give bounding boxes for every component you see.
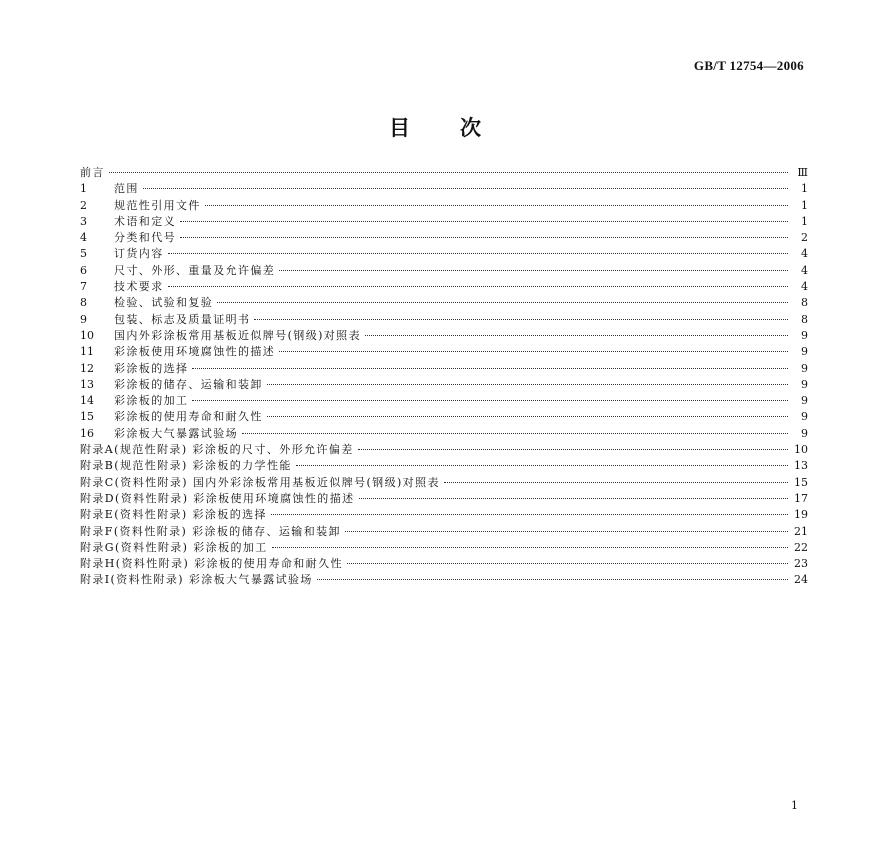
toc-entry-label: 彩涂板使用环境腐蚀性的描述 — [114, 345, 276, 359]
toc-entry[interactable] — [80, 572, 808, 588]
toc-entry-number: 1 — [80, 182, 87, 196]
toc-entry-label: 规范性引用文件 — [114, 198, 201, 212]
toc-dot-leader — [365, 335, 788, 336]
toc-entry-page: 9 — [801, 345, 808, 359]
toc-entry-label: 分类和代号 — [114, 231, 176, 245]
toc-dot-leader — [109, 172, 788, 173]
toc-dot-leader — [180, 237, 788, 238]
toc-dot-leader — [205, 205, 788, 206]
toc-entry[interactable] — [80, 344, 808, 360]
toc-entry-page: 8 — [801, 296, 808, 310]
toc-entry-page: 9 — [801, 361, 808, 375]
toc-entry-page: 9 — [801, 410, 808, 424]
toc-entry-number: 9 — [80, 312, 87, 326]
toc-dot-leader — [192, 400, 788, 401]
toc-entry[interactable] — [80, 230, 808, 246]
toc-entry-number: 15 — [80, 410, 94, 424]
toc-entry-label: 附录B(规范性附录) 彩涂板的力学性能 — [80, 459, 292, 473]
toc-entry[interactable] — [80, 295, 808, 311]
toc-entry-page: 1 — [801, 182, 808, 196]
toc-entry-label: 术语和定义 — [114, 214, 176, 228]
toc-dot-leader — [143, 188, 788, 189]
toc-entry[interactable] — [80, 556, 808, 572]
toc-entry-number: 4 — [80, 231, 87, 245]
toc-entry-page: 4 — [801, 247, 808, 261]
toc-entry[interactable] — [80, 458, 808, 474]
toc-entry-label: 彩涂板大气暴露试验场 — [114, 426, 238, 440]
toc-dot-leader — [444, 482, 788, 483]
toc-dot-leader — [168, 253, 788, 254]
toc-dot-leader — [296, 465, 788, 466]
toc-title: 目次 — [389, 115, 531, 140]
toc-entry[interactable] — [80, 426, 808, 442]
toc-entry-number: 3 — [80, 214, 87, 228]
toc-entry[interactable] — [80, 409, 808, 425]
toc-entry-page: 17 — [794, 491, 808, 505]
toc-entry-number: 13 — [80, 377, 94, 391]
toc-entry-label: 附录I(资料性附录) 彩涂板大气暴露试验场 — [80, 573, 313, 587]
toc-entry-label: 包装、标志及质量证明书 — [114, 312, 251, 326]
toc-dot-leader — [192, 368, 788, 369]
toc-entry[interactable] — [80, 491, 808, 507]
toc-entry-number: 12 — [80, 361, 94, 375]
toc-entry-label: 附录D(资料性附录) 彩涂板使用环境腐蚀性的描述 — [80, 491, 355, 505]
toc-dot-leader — [317, 579, 788, 580]
toc-dot-leader — [254, 319, 788, 320]
toc-entry-page: 19 — [794, 508, 808, 522]
toc-entry-number: 6 — [80, 263, 87, 277]
toc-dot-leader — [345, 531, 788, 532]
toc-entry-page: 9 — [801, 377, 808, 391]
standard-code: GB/T 12754—2006 — [693, 58, 804, 73]
toc-entry[interactable] — [80, 377, 808, 393]
toc-entry-page: Ⅲ — [797, 166, 808, 179]
toc-entry-label: 彩涂板的选择 — [114, 361, 189, 375]
toc-entry-number: 11 — [80, 345, 94, 359]
toc-entry-page: 1 — [801, 214, 808, 228]
toc-entry-label: 彩涂板的使用寿命和耐久性 — [114, 410, 263, 424]
toc-entry-page: 4 — [801, 280, 808, 294]
toc-dot-leader — [267, 416, 788, 417]
toc-entry-label: 附录H(资料性附录) 彩涂板的使用寿命和耐久性 — [80, 557, 343, 571]
toc-entry-label: 国内外彩涂板常用基板近似牌号(钢级)对照表 — [114, 328, 361, 342]
toc-dot-leader — [168, 286, 788, 287]
toc-entry-label: 附录C(资料性附录) 国内外彩涂板常用基板近似牌号(钢级)对照表 — [80, 475, 440, 489]
toc-entry-number: 7 — [80, 280, 87, 294]
toc-entry-page: 1 — [801, 198, 808, 212]
toc-dot-leader — [217, 302, 788, 303]
toc-entry[interactable] — [80, 198, 808, 214]
toc-entry[interactable] — [80, 263, 808, 279]
toc-entry-label: 彩涂板的加工 — [114, 394, 189, 408]
toc-entry[interactable] — [80, 540, 808, 556]
toc-entry-number: 5 — [80, 247, 87, 261]
toc-dot-leader — [272, 547, 788, 548]
toc-entry[interactable] — [80, 246, 808, 262]
toc-entry-label: 检验、试验和复验 — [114, 296, 214, 310]
table-of-contents — [80, 165, 808, 589]
toc-entry[interactable] — [80, 361, 808, 377]
toc-entry-label: 技术要求 — [114, 280, 164, 294]
toc-dot-leader — [359, 498, 789, 499]
toc-entry-label: 彩涂板的储存、运输和装卸 — [114, 377, 263, 391]
toc-entry-number: 14 — [80, 394, 94, 408]
toc-dot-leader — [180, 221, 788, 222]
toc-dot-leader — [279, 351, 788, 352]
page-number: 1 — [791, 799, 798, 812]
toc-entry-label: 附录A(规范性附录) 彩涂板的尺寸、外形允许偏差 — [80, 443, 354, 457]
toc-entry-label: 订货内容 — [114, 247, 164, 261]
toc-dot-leader — [242, 433, 788, 434]
toc-entry-label: 附录G(资料性附录) 彩涂板的加工 — [80, 540, 268, 554]
toc-entry-label: 范围 — [114, 182, 139, 196]
toc-entry[interactable] — [80, 328, 808, 344]
toc-entry-label: 附录F(资料性附录) 彩涂板的储存、运输和装卸 — [80, 524, 341, 538]
toc-dot-leader — [279, 270, 788, 271]
toc-entry-label: 前言 — [80, 166, 105, 179]
toc-entry-page: 9 — [801, 394, 808, 408]
toc-dot-leader — [271, 514, 788, 515]
toc-dot-leader — [358, 449, 788, 450]
toc-entry-number: 2 — [80, 198, 87, 212]
toc-entry[interactable] — [80, 214, 808, 230]
toc-dot-leader — [347, 563, 788, 564]
toc-entry-page: 8 — [801, 312, 808, 326]
toc-entry-page: 10 — [794, 443, 808, 457]
toc-entry[interactable] — [80, 279, 808, 295]
toc-entry-page: 24 — [794, 573, 808, 587]
toc-dot-leader — [267, 384, 788, 385]
toc-entry-page: 9 — [801, 328, 808, 342]
toc-entry-page: 21 — [794, 524, 808, 538]
toc-entry-number: 10 — [80, 328, 94, 342]
toc-entry-page: 2 — [801, 231, 808, 245]
toc-entry-page: 23 — [794, 557, 808, 571]
toc-entry[interactable] — [80, 312, 808, 328]
toc-entry-number: 8 — [80, 296, 87, 310]
toc-entry-page: 15 — [794, 475, 808, 489]
toc-entry-label: 尺寸、外形、重量及允许偏差 — [114, 263, 276, 277]
toc-entry[interactable] — [80, 165, 808, 181]
toc-entry-page: 22 — [794, 540, 808, 554]
toc-entry-page: 4 — [801, 263, 808, 277]
toc-entry-page: 9 — [801, 426, 808, 440]
toc-entry[interactable] — [80, 442, 808, 458]
toc-entry[interactable] — [80, 393, 808, 409]
toc-entry[interactable] — [80, 507, 808, 523]
toc-entry-label: 附录E(资料性附录) 彩涂板的选择 — [80, 508, 267, 522]
toc-entry[interactable] — [80, 475, 808, 491]
toc-entry[interactable] — [80, 181, 808, 197]
toc-entry-number: 16 — [80, 426, 94, 440]
toc-entry-page: 13 — [794, 459, 808, 473]
toc-entry[interactable] — [80, 524, 808, 540]
